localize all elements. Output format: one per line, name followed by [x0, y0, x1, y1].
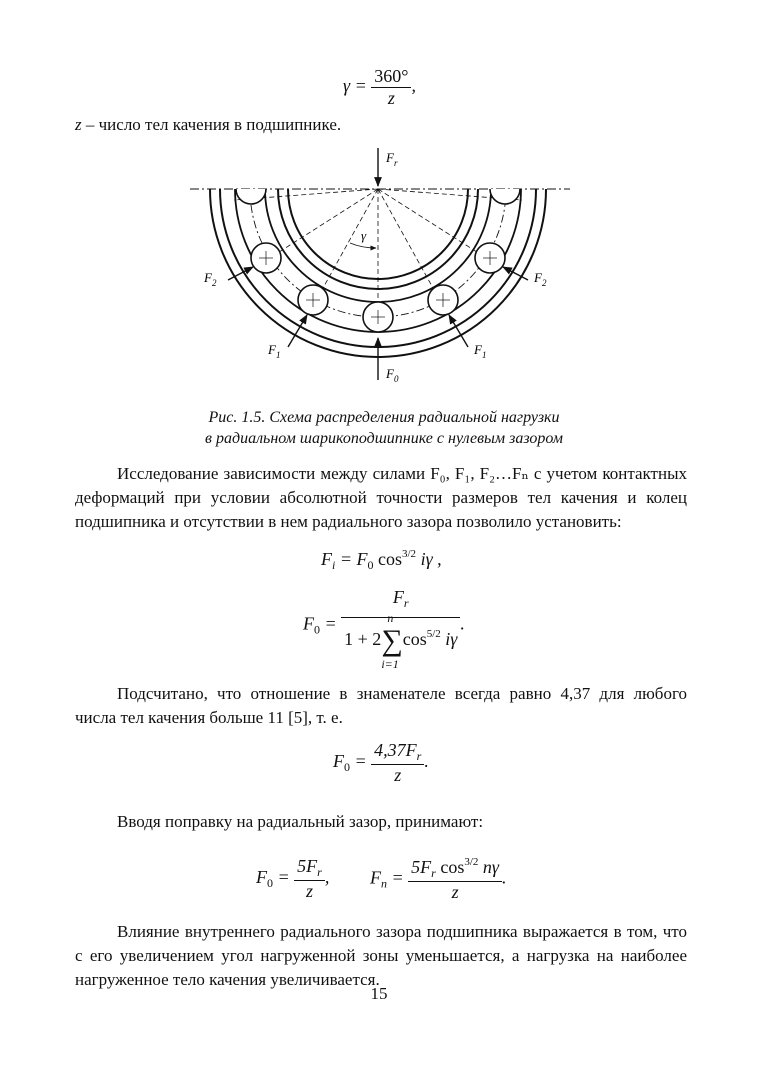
- formula-fn: $F_n$ = $\frac{5F_r \cos^{3/2} n\gamma}{z}$ .: [370, 856, 507, 902]
- paragraph-2: Подсчитано, что отношение в знаменателе всегда равно 4,37 для любого числа тел качения больше 11 [5], т. е.: [75, 684, 687, 727]
- svg-text:F1: [267, 342, 280, 360]
- fr-label: F: [386, 150, 394, 165]
- figure-caption-line2: в радиальном шарикоподшипнике с нулевым зазором: [205, 430, 563, 447]
- f0-label: F: [386, 366, 394, 381]
- paragraph-1: Исследование зависимости между силами F₀, F₁, F₂…Fₙ с учетом контактных деформаций при условии абсолютной точности размеров тел качения и колец подшипника и отсутствии в нем радиального зазора позволило установить:: [75, 464, 687, 531]
- svg-text:F1: [473, 342, 486, 360]
- z-definition-text: – число тел качения в подшипнике.: [81, 115, 342, 134]
- formula-gamma-num: 360°: [371, 66, 411, 88]
- formula-f0-437: $F_0$ = $\frac{4,37F_r}{z}$ .: [333, 740, 429, 785]
- bearing-diagram: [190, 140, 570, 390]
- fr-label-sub: r: [393, 158, 398, 168]
- f2-left-label: F: [204, 270, 212, 285]
- formula-fi: $F_i = F_0$ $\cos^{3/2} i\gamma$ ,: [321, 548, 442, 572]
- f1-right-label-sub: 1: [481, 350, 487, 360]
- z-definition-var: z: [75, 115, 82, 134]
- gamma-arc: [350, 243, 376, 248]
- figure-caption: [100, 407, 668, 449]
- f2-right-label-sub: 2: [541, 278, 547, 288]
- svg-text:Fr: [385, 150, 398, 168]
- svg-text:F0: [385, 366, 399, 384]
- svg-text:F2: [533, 270, 547, 288]
- paragraph-4: Влияние внутреннего радиального зазора подшипника выражается в том, что с его увеличением угол нагруженной зоны уменьшается, а нагрузка на наиболее нагруженное тело качения увеличивается.: [75, 922, 687, 989]
- figure-caption-line1: Рис. 1.5. Схема распределения радиальной нагрузки: [208, 409, 560, 426]
- formula-gamma-tail: ,: [411, 75, 416, 96]
- formula-f0-5: $F_0$ = $\frac{5F_r}{z}$ ,: [256, 856, 330, 901]
- svg-text:F2: [203, 270, 217, 288]
- f1-left-label: F: [268, 342, 276, 357]
- formula-gamma-den: z: [387, 88, 395, 108]
- f2-left-label-sub: 2: [211, 278, 217, 288]
- formula-gamma-lhs: γ =: [343, 75, 367, 96]
- ball-left-3: [236, 189, 266, 204]
- f1-right-label: F: [474, 342, 482, 357]
- paragraph-3: Вводя поправку на радиальный зазор, принимают:: [117, 812, 484, 831]
- formula-f0-sum: $F_0$ = $F_r$ 1 + 2∑ n i=1 $\cos^{5/2} i\gamma$ .: [303, 587, 465, 671]
- formula-gamma: [343, 66, 416, 109]
- ball-right-3: [490, 189, 520, 204]
- z-definition: [75, 113, 341, 137]
- page-number: 15: [370, 984, 388, 1003]
- f1-left-label-sub: 1: [275, 350, 281, 360]
- f0-label-sub: 0: [393, 374, 399, 384]
- gamma-label: γ: [361, 228, 367, 243]
- f2-right-label: F: [534, 270, 542, 285]
